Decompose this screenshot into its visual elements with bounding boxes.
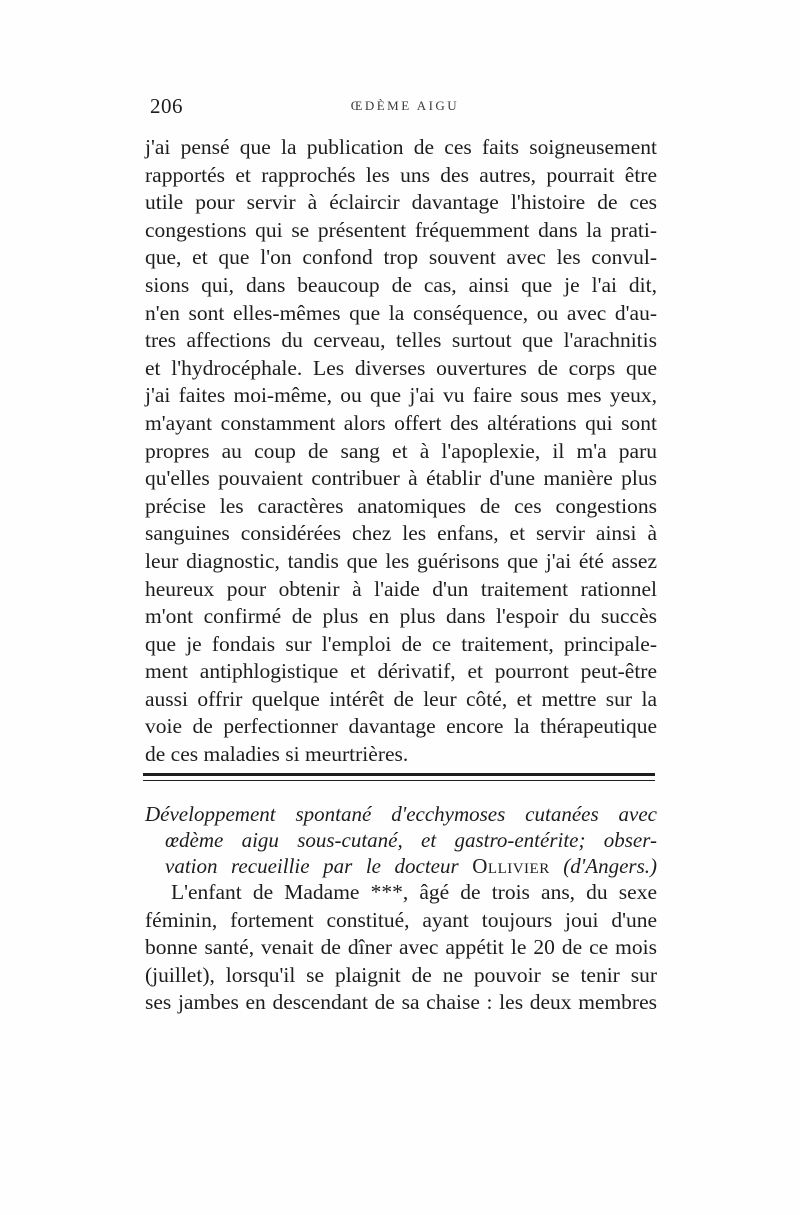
- text-line: propres au coup de sang et à l'apoplexie, il m'a paru: [145, 438, 657, 463]
- text-line: m'ayant constamment alors offert des altérations qui sont: [145, 410, 657, 435]
- text-line: n'en sont elles-mêmes que la conséquence, ou avec d'au-: [145, 300, 657, 325]
- section-title-line: Développement spontané d'ecchymoses cutanées avec: [145, 802, 657, 826]
- text-line: ment antiphlogistique et dérivatif, et pourront peut-être: [145, 659, 657, 684]
- text-line: féminin, fortement constitué, ayant toujours joui d'une: [145, 907, 657, 932]
- text-line: rapportés et rapprochés les uns des autres, pourrait être: [145, 162, 657, 187]
- text-line: L'enfant de Madame ***, âgé de trois ans, du sexe: [171, 880, 657, 904]
- section-title-text: vation recueillie par le docteur: [165, 854, 473, 878]
- text-line: qu'elles pouvaient contribuer à établir d'une manière plus: [145, 466, 657, 491]
- text-line: tres affections du cerveau, telles surtout que l'arachnitis: [145, 328, 657, 353]
- text-line: bonne santé, venait de dîner avec appétit le 20 de ce mois: [145, 935, 657, 960]
- text-line: m'ont confirmé de plus en plus dans l'espoir du succès: [145, 604, 657, 629]
- text-line: leur diagnostic, tandis que les guérisons que j'ai été assez: [145, 548, 657, 573]
- body-paragraph: [145, 134, 657, 769]
- section-title: [145, 801, 657, 879]
- text-line: aussi offrir quelque intérêt de leur côté, et mettre sur la: [145, 686, 657, 711]
- running-header: [150, 90, 660, 120]
- text-line: voie de perfectionner davantage encore la thérapeutique: [145, 714, 657, 739]
- section-title-line: œdème aigu sous-cutané, et gastro-entérite; obser-: [165, 828, 657, 852]
- text-line: que, et que l'on confond trop souvent avec les convul-: [145, 245, 657, 270]
- text-line: (juillet), lorsqu'il se plaignit de ne pouvoir se tenir sur: [145, 962, 657, 987]
- author-origin: (d'Angers.): [549, 854, 657, 878]
- text-line: utile pour servir à éclaircir davantage l'histoire de ces: [145, 190, 657, 215]
- text-line: que je fondais sur l'emploi de ce traitement, principale-: [145, 631, 657, 656]
- section-title-line: [145, 853, 657, 879]
- text-line: et l'hydrocéphale. Les diverses ouvertures de corps que: [145, 355, 657, 380]
- section-divider: [143, 773, 655, 776]
- text-line: sanguines considérées chez les enfans, et servir ainsi à: [145, 521, 657, 546]
- running-title: ŒDÈME AIGU: [350, 98, 460, 113]
- text-line: précise les caractères anatomiques de ces congestions: [145, 493, 657, 518]
- text-line: j'ai pensé que la publication de ces faits soigneusement: [145, 135, 657, 159]
- text-line: sions qui, dans beaucoup de cas, ainsi que je l'ai dit,: [145, 272, 657, 297]
- body-paragraph: [145, 879, 657, 1017]
- author-name: Ollivier: [472, 854, 550, 878]
- text-line: j'ai faites moi-même, ou que j'ai vu faire sous mes yeux,: [145, 383, 657, 408]
- page-number: 206: [150, 94, 183, 118]
- text-line: ses jambes en descendant de sa chaise : les deux membres: [145, 990, 657, 1015]
- text-line: heureux pour obtenir à l'aide d'un traitement rationnel: [145, 576, 657, 601]
- text-line: de ces maladies si meurtrières.: [145, 742, 409, 767]
- text-line: congestions qui se présentent fréquemment dans la prati-: [145, 217, 657, 242]
